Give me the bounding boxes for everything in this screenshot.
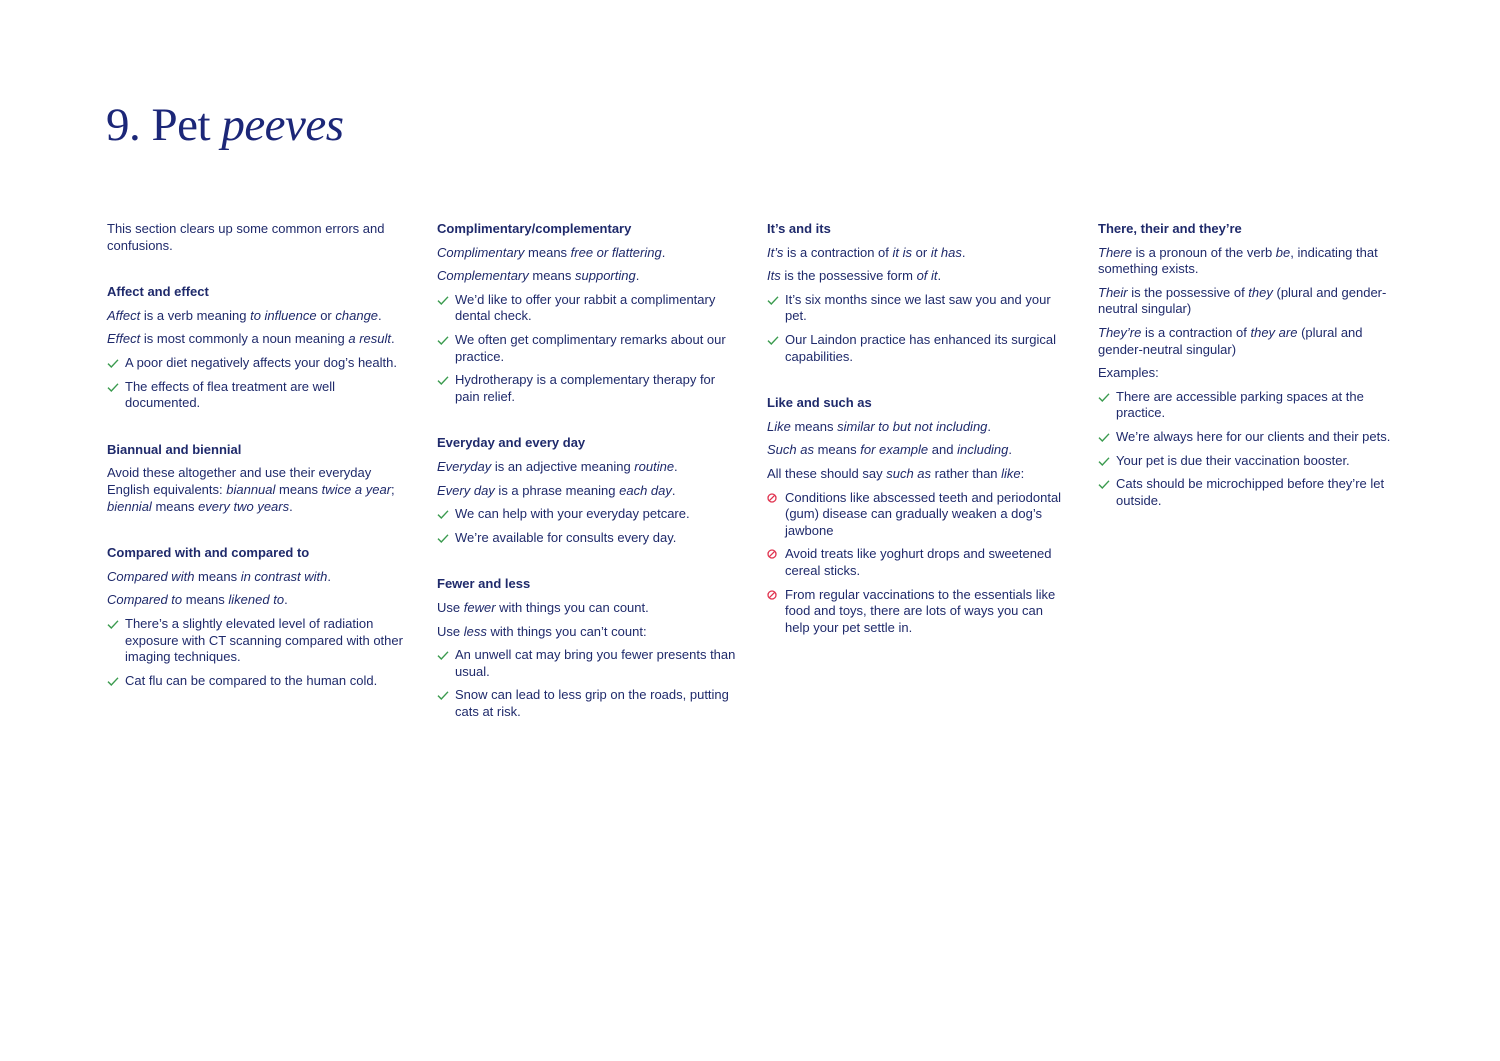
incorrect-example bbox=[767, 546, 1067, 579]
italic-term: fewer bbox=[463, 599, 496, 615]
example-text: An unwell cat may bring you fewer presents than usual. bbox=[455, 647, 736, 679]
check-icon bbox=[107, 358, 119, 369]
correct-example bbox=[437, 687, 737, 720]
text-run: means bbox=[151, 498, 199, 514]
text-run: . bbox=[671, 482, 676, 498]
section-affect bbox=[107, 284, 407, 412]
text-run: Use bbox=[437, 623, 464, 639]
section-compared bbox=[107, 545, 407, 689]
no-entry-icon bbox=[767, 590, 779, 601]
definition-line bbox=[1098, 365, 1398, 382]
definition-line bbox=[107, 465, 407, 515]
check-icon bbox=[1098, 479, 1110, 490]
italic-term: They’re bbox=[1098, 324, 1142, 340]
italic-term: Compared to bbox=[107, 592, 183, 608]
check-icon bbox=[107, 676, 119, 687]
text-run: means bbox=[813, 442, 861, 458]
text-run: with things you can’t count: bbox=[486, 623, 647, 639]
check-icon bbox=[437, 509, 449, 520]
italic-term: Compared with bbox=[107, 568, 195, 584]
text-run: All these should say bbox=[767, 465, 887, 481]
example-text: We can help with your everyday petcare. bbox=[455, 506, 690, 522]
check-icon bbox=[437, 375, 449, 386]
italic-term: Effect bbox=[107, 331, 141, 347]
example-text: We’d like to offer your rabbit a complimentary dental check. bbox=[455, 291, 716, 324]
example-text: Snow can lead to less grip on the roads, putting cats at risk. bbox=[455, 687, 729, 719]
correct-example bbox=[1098, 476, 1398, 509]
example-text: From regular vaccinations to the essentials like food and toys, there are lots of ways you can help your pet settle in. bbox=[785, 586, 1056, 635]
text-run: or bbox=[912, 244, 931, 260]
example-text: We’re always here for our clients and their pets. bbox=[1116, 428, 1391, 444]
section-fewer bbox=[437, 576, 737, 720]
italic-term: biannual bbox=[226, 481, 276, 497]
correct-example bbox=[107, 379, 407, 412]
italic-term: Everyday bbox=[437, 458, 492, 474]
definition-line bbox=[437, 624, 737, 641]
italic-term: like bbox=[1001, 465, 1021, 481]
check-icon bbox=[1098, 392, 1110, 403]
check-icon bbox=[437, 295, 449, 306]
italic-term: Affect bbox=[107, 307, 141, 323]
check-icon bbox=[1098, 456, 1110, 467]
check-icon bbox=[107, 382, 119, 393]
column-1 bbox=[107, 221, 407, 719]
text-run: is the possessive form bbox=[780, 268, 917, 284]
italic-term: twice a year bbox=[321, 481, 392, 497]
italic-term: Complimentary bbox=[437, 244, 525, 260]
column-3 bbox=[767, 221, 1067, 666]
text-run: is most commonly a noun meaning bbox=[140, 331, 349, 347]
definition-line bbox=[767, 442, 1067, 459]
definition-line bbox=[767, 245, 1067, 262]
page-title: 9. Pet peeves bbox=[106, 99, 344, 151]
text-run: is a contraction of bbox=[783, 244, 893, 260]
check-icon bbox=[437, 335, 449, 346]
correct-example bbox=[437, 292, 737, 325]
text-run: Avoid these altogether and use their everyday English equivalents: bbox=[107, 465, 372, 497]
incorrect-example bbox=[767, 587, 1067, 637]
italic-term: to influence bbox=[250, 307, 317, 323]
example-text: There are accessible parking spaces at the practice. bbox=[1116, 388, 1364, 421]
example-text: We’re available for consults every day. bbox=[455, 529, 677, 545]
check-icon bbox=[437, 690, 449, 701]
definition-line bbox=[107, 592, 407, 609]
italic-term: Every day bbox=[437, 482, 495, 498]
definition-line bbox=[767, 268, 1067, 285]
text-run: ; bbox=[391, 481, 395, 497]
italic-term: Their bbox=[1098, 284, 1128, 300]
text-run: rather than bbox=[931, 465, 1002, 481]
italic-term: Such as bbox=[767, 442, 814, 458]
section-heading: Affect and effect bbox=[107, 284, 209, 300]
text-run: . bbox=[674, 458, 678, 474]
definition-line bbox=[437, 268, 737, 285]
text-run: is a phrase meaning bbox=[494, 482, 620, 498]
italic-term: each day bbox=[619, 482, 672, 498]
intro-text: This section clears up some common errors and confusions. bbox=[107, 221, 385, 253]
definition-line bbox=[767, 419, 1067, 436]
definition-line bbox=[767, 466, 1067, 483]
italic-term: routine bbox=[634, 458, 675, 474]
section-biannual bbox=[107, 442, 407, 515]
section-heading: Everyday and every day bbox=[437, 435, 586, 451]
text-run: with things you can count. bbox=[495, 599, 649, 615]
correct-example bbox=[767, 292, 1067, 325]
correct-example bbox=[1098, 429, 1398, 446]
text-run: Examples: bbox=[1098, 365, 1159, 381]
italic-term: they bbox=[1248, 284, 1273, 300]
example-text: Our Laindon practice has enhanced its surgical capabilities. bbox=[785, 331, 1056, 364]
section-its bbox=[767, 221, 1067, 365]
text-run: . bbox=[327, 568, 332, 584]
italic-term: including bbox=[957, 442, 1009, 458]
italic-term: in contrast with bbox=[240, 568, 328, 584]
text-run: means bbox=[194, 568, 241, 584]
italic-term: such as bbox=[886, 465, 932, 481]
example-text: We often get complimentary remarks about our practice. bbox=[455, 331, 726, 364]
section-heading: Fewer and less bbox=[437, 576, 531, 592]
text-run: or bbox=[316, 307, 336, 323]
text-run: . bbox=[284, 592, 288, 608]
section-like bbox=[767, 395, 1067, 636]
italic-term: supporting bbox=[575, 268, 636, 284]
definition-line bbox=[107, 569, 407, 586]
text-run: means bbox=[275, 481, 322, 497]
text-run: (plural and gender-neutral singular) bbox=[1098, 284, 1387, 317]
section-everyday bbox=[437, 435, 737, 546]
check-icon bbox=[437, 650, 449, 661]
example-text: Your pet is due their vaccination booster. bbox=[1116, 452, 1350, 468]
example-text: A poor diet negatively affects your dog’s health. bbox=[125, 354, 397, 370]
definition-line bbox=[437, 459, 737, 476]
text-run: . bbox=[961, 244, 966, 260]
section-heading: Complimentary/complementary bbox=[437, 221, 632, 236]
correct-example bbox=[767, 332, 1067, 365]
text-run: is the possessive of bbox=[1127, 284, 1249, 300]
italic-term: likened to bbox=[228, 592, 285, 608]
italic-term: less bbox=[463, 623, 487, 639]
definition-line bbox=[1098, 325, 1398, 358]
italic-term: Like bbox=[767, 418, 791, 434]
correct-example bbox=[437, 530, 737, 547]
text-run: is a verb meaning bbox=[140, 307, 251, 323]
column-2 bbox=[437, 221, 737, 750]
italic-term: of it bbox=[916, 268, 938, 284]
text-run: (plural and gender-neutral singular) bbox=[1098, 324, 1363, 357]
italic-term: every two years bbox=[198, 498, 290, 514]
section-heading: There, their and they’re bbox=[1098, 221, 1242, 236]
correct-example bbox=[1098, 389, 1398, 422]
section-heading: Biannual and biennial bbox=[107, 441, 242, 457]
section-there bbox=[1098, 221, 1398, 509]
italic-term: Its bbox=[767, 268, 781, 284]
definition-line bbox=[1098, 285, 1398, 318]
definition-line bbox=[437, 245, 737, 262]
italic-term: be bbox=[1275, 244, 1291, 260]
italic-term: it is bbox=[892, 244, 913, 260]
definition-line bbox=[437, 483, 737, 500]
text-run: : bbox=[1020, 465, 1025, 481]
text-run: and bbox=[928, 442, 958, 458]
correct-example bbox=[107, 355, 407, 372]
definition-line bbox=[437, 600, 737, 617]
example-text: Cat flu can be compared to the human cold. bbox=[125, 672, 378, 688]
text-run: . bbox=[378, 307, 382, 323]
text-run: . bbox=[391, 331, 395, 347]
text-run: Use bbox=[437, 599, 464, 615]
check-icon bbox=[1098, 432, 1110, 443]
definition-line bbox=[107, 331, 407, 348]
example-text: The effects of flea treatment are well documented. bbox=[125, 378, 336, 411]
no-entry-icon bbox=[767, 549, 779, 560]
text-run: . bbox=[937, 268, 942, 284]
correct-example bbox=[437, 647, 737, 680]
correct-example bbox=[437, 506, 737, 523]
text-run: , indicating that something exists. bbox=[1098, 244, 1378, 277]
text-run: . bbox=[289, 498, 293, 514]
section-heading: Compared with and compared to bbox=[107, 545, 310, 561]
no-entry-icon bbox=[767, 493, 779, 504]
italic-term: free or flattering bbox=[570, 244, 662, 260]
italic-term: similar to but not including bbox=[837, 418, 988, 434]
correct-example bbox=[107, 673, 407, 690]
text-run: . bbox=[1008, 442, 1013, 458]
text-run: means bbox=[182, 592, 229, 608]
example-text: Cats should be microchipped before they’re let outside. bbox=[1116, 476, 1385, 508]
incorrect-example bbox=[767, 490, 1067, 540]
check-icon bbox=[767, 295, 779, 306]
text-run: means bbox=[524, 244, 571, 260]
text-run: means bbox=[790, 418, 838, 434]
text-run: is an adjective meaning bbox=[491, 458, 635, 474]
correct-example bbox=[437, 372, 737, 405]
definition-line bbox=[107, 308, 407, 325]
text-run: is a pronoun of the verb bbox=[1131, 244, 1276, 260]
italic-term: for example bbox=[860, 442, 929, 458]
example-text: Avoid treats like yoghurt drops and sweetened cereal sticks. bbox=[785, 546, 1052, 578]
text-run: . bbox=[987, 418, 992, 434]
text-run: . bbox=[635, 268, 640, 284]
italic-term: There bbox=[1098, 244, 1132, 260]
text-run: is a contraction of bbox=[1141, 324, 1251, 340]
correct-example bbox=[437, 332, 737, 365]
example-text: Hydrotherapy is a complementary therapy for pain relief. bbox=[455, 372, 716, 404]
check-icon bbox=[107, 619, 119, 630]
definition-line bbox=[1098, 245, 1398, 278]
italic-term: biennial bbox=[107, 498, 152, 514]
italic-term: change bbox=[335, 307, 379, 323]
italic-term: It’s bbox=[767, 244, 784, 260]
section-complimentary bbox=[437, 221, 737, 405]
example-text: It’s six months since we last saw you and your pet. bbox=[785, 291, 1051, 324]
example-text: There’s a slightly elevated level of radiation exposure with CT scanning compared with other imaging techniques. bbox=[125, 615, 403, 665]
check-icon bbox=[767, 335, 779, 346]
correct-example bbox=[107, 616, 407, 666]
italic-term: a result bbox=[348, 331, 391, 347]
section-heading: Like and such as bbox=[767, 395, 872, 411]
italic-term: they are bbox=[1250, 324, 1298, 340]
italic-term: it has bbox=[930, 244, 962, 260]
text-run: means bbox=[528, 268, 576, 284]
italic-term: Complementary bbox=[437, 268, 529, 284]
correct-example bbox=[1098, 453, 1398, 470]
section-heading: It’s and its bbox=[767, 221, 831, 236]
example-text: Conditions like abscessed teeth and periodontal (gum) disease can gradually weaken a dog’s jawbone bbox=[785, 489, 1062, 538]
column-4 bbox=[1098, 221, 1398, 539]
check-icon bbox=[437, 533, 449, 544]
text-run: . bbox=[661, 244, 666, 260]
